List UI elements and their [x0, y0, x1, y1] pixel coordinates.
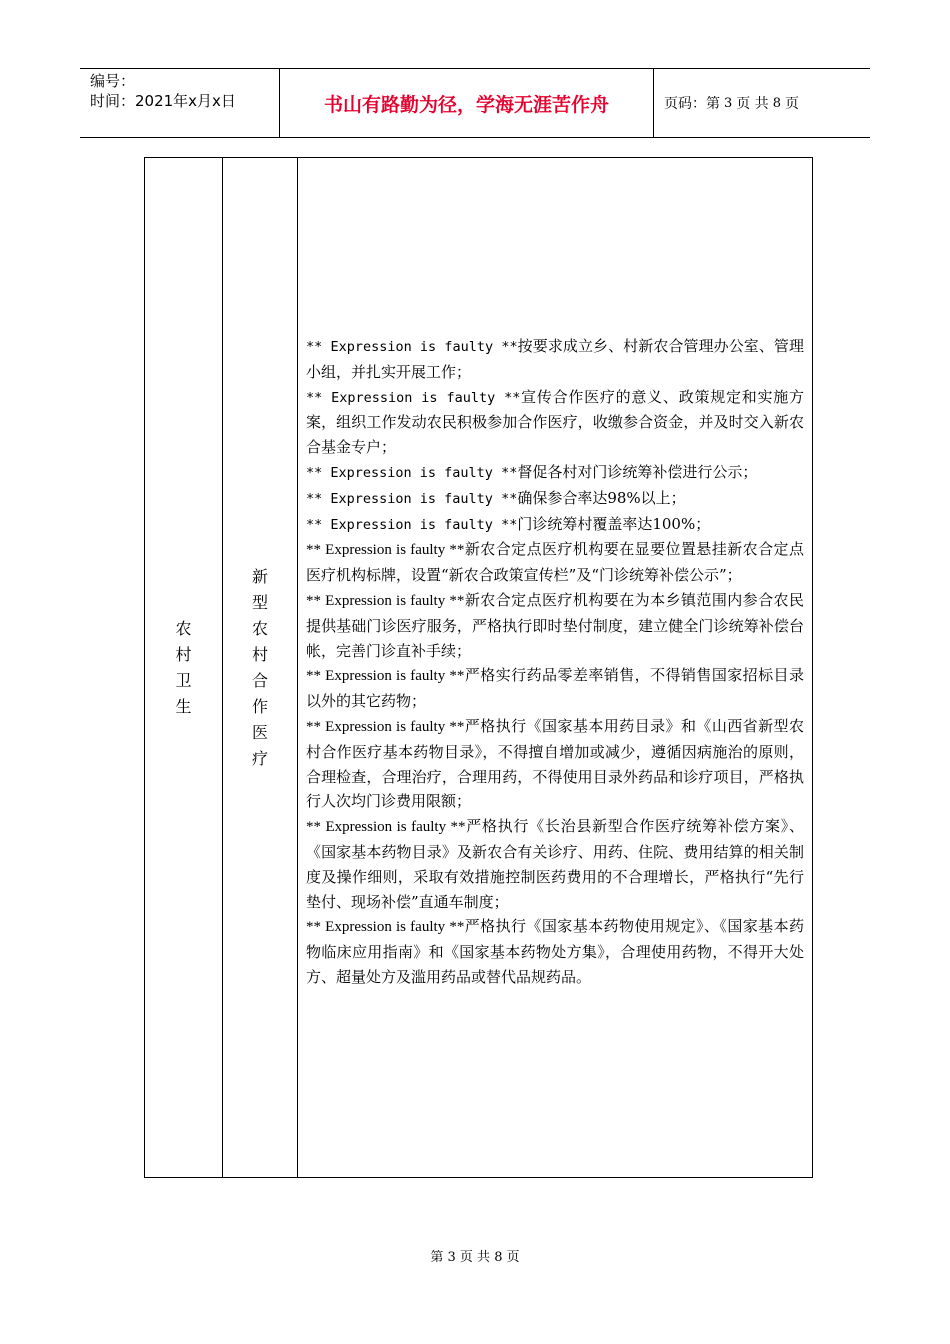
requirements-cell: [298, 158, 812, 1177]
faulty-expression: ** Expression is faulty **: [306, 516, 518, 533]
category-cell: [145, 158, 223, 1177]
requirement-text: 按要求成立乡、村新农合管理办公室、管理小组，并扎实开展工作；: [306, 337, 804, 381]
requirement-text: 督促各村对门诊统筹补偿进行公示；: [517, 462, 758, 481]
requirement-text: 严格实行药品零差率销售，不得销售国家招标目录以外的其它药物；: [306, 666, 804, 711]
requirement-text: 门诊统筹村覆盖率达100%；: [517, 514, 711, 533]
subcategory-cell: [223, 158, 298, 1177]
requirement-text: 严格执行《长治县新型合作医疗统筹补偿方案》、《国家基本药物目录》及新农合有关诊疗、用药、住院、费用结算的相关制度及操作细则，采取有效措施控制医药费用的不合理增长，严格执行“先行垫付、现场补偿”直通车制度；: [306, 817, 804, 911]
faulty-expression: ** Expression is faulty **: [306, 339, 518, 355]
faulty-expression: ** Expression is faulty **: [306, 592, 465, 609]
requirement-text: 新农合定点医疗机构要在为本乡镇范围内参合农民提供基础门诊医疗服务，严格执行即时垫付制度，建立健全门诊统筹补偿台帐，完善门诊直补手续；: [306, 590, 804, 660]
page-suffix: 页: [785, 96, 800, 112]
page-footer: 第 3 页 共 8 页: [430, 1250, 520, 1265]
faulty-expression: ** Expression is faulty **: [306, 542, 465, 559]
requirement-item: [306, 714, 804, 814]
requirement-item: [306, 385, 804, 460]
requirement-item: [306, 460, 804, 486]
faulty-expression: ** Expression is faulty **: [306, 668, 465, 685]
requirement-item: [306, 512, 804, 538]
requirement-text: 严格执行《国家基本药物使用规定》、《国家基本药物临床应用指南》和《国家基本药物处方集》，合理使用药物，不得开大处方、超量处方及滥用药品或替代品规药品。: [306, 917, 804, 986]
serial-label: 编号：: [90, 72, 136, 90]
page-current: 3: [724, 95, 733, 111]
faulty-expression: ** Expression is faulty **: [306, 389, 521, 406]
faulty-expression: ** Expression is faulty **: [306, 464, 518, 481]
requirement-text: 新农合定点医疗机构要在显要位置悬挂新农合定点医疗机构标牌，设置“新农合政策宣传栏”及“门诊统筹补偿公示”；: [306, 540, 804, 585]
faulty-expression: ** Expression is faulty **: [306, 819, 466, 836]
requirement-item: [306, 537, 804, 588]
faulty-expression: ** Expression is faulty **: [306, 718, 465, 735]
requirement-item: [306, 486, 804, 512]
date-label: 时间：2021年x月x日: [90, 92, 236, 110]
page-total: 8: [772, 95, 782, 111]
category-label: 农村卫生: [175, 618, 192, 716]
requirement-item: [306, 914, 804, 989]
page-mid: 页 共: [736, 96, 769, 112]
faulty-expression: ** Expression is faulty **: [306, 919, 465, 936]
requirement-item: [306, 663, 804, 714]
content-table: [144, 157, 813, 1178]
requirement-text: 严格执行《国家基本用药目录》和《山西省新型农村合作医疗基本药物目录》，不得擅自增加或减少，遵循因病施治的原则，合理检查，合理治疗，合理用药，不得使用目录外药品和诊疗项目，严格执行人次均门诊费用限额；: [306, 716, 804, 811]
header-page-info: [654, 69, 870, 137]
subcategory-label: 新型农村合作医疗: [251, 566, 268, 768]
requirement-text: 宣传合作医疗的意义、政策规定和实施方案，组织工作发动农民积极参加合作医疗，收缴参合资金，并及时交入新农合基金专户；: [306, 387, 804, 457]
requirement-item: [306, 588, 804, 663]
header-motto: 书山有路勤为径，学海无涯苦作舟: [280, 69, 654, 137]
page-header: [80, 68, 870, 138]
requirement-text: 确保参合率达98%以上；: [517, 488, 686, 507]
requirement-item: [306, 814, 804, 914]
requirement-item: [306, 334, 804, 385]
faulty-expression: ** Expression is faulty **: [306, 490, 518, 507]
page-prefix: 页码：第: [664, 96, 720, 112]
header-meta: [80, 69, 280, 137]
